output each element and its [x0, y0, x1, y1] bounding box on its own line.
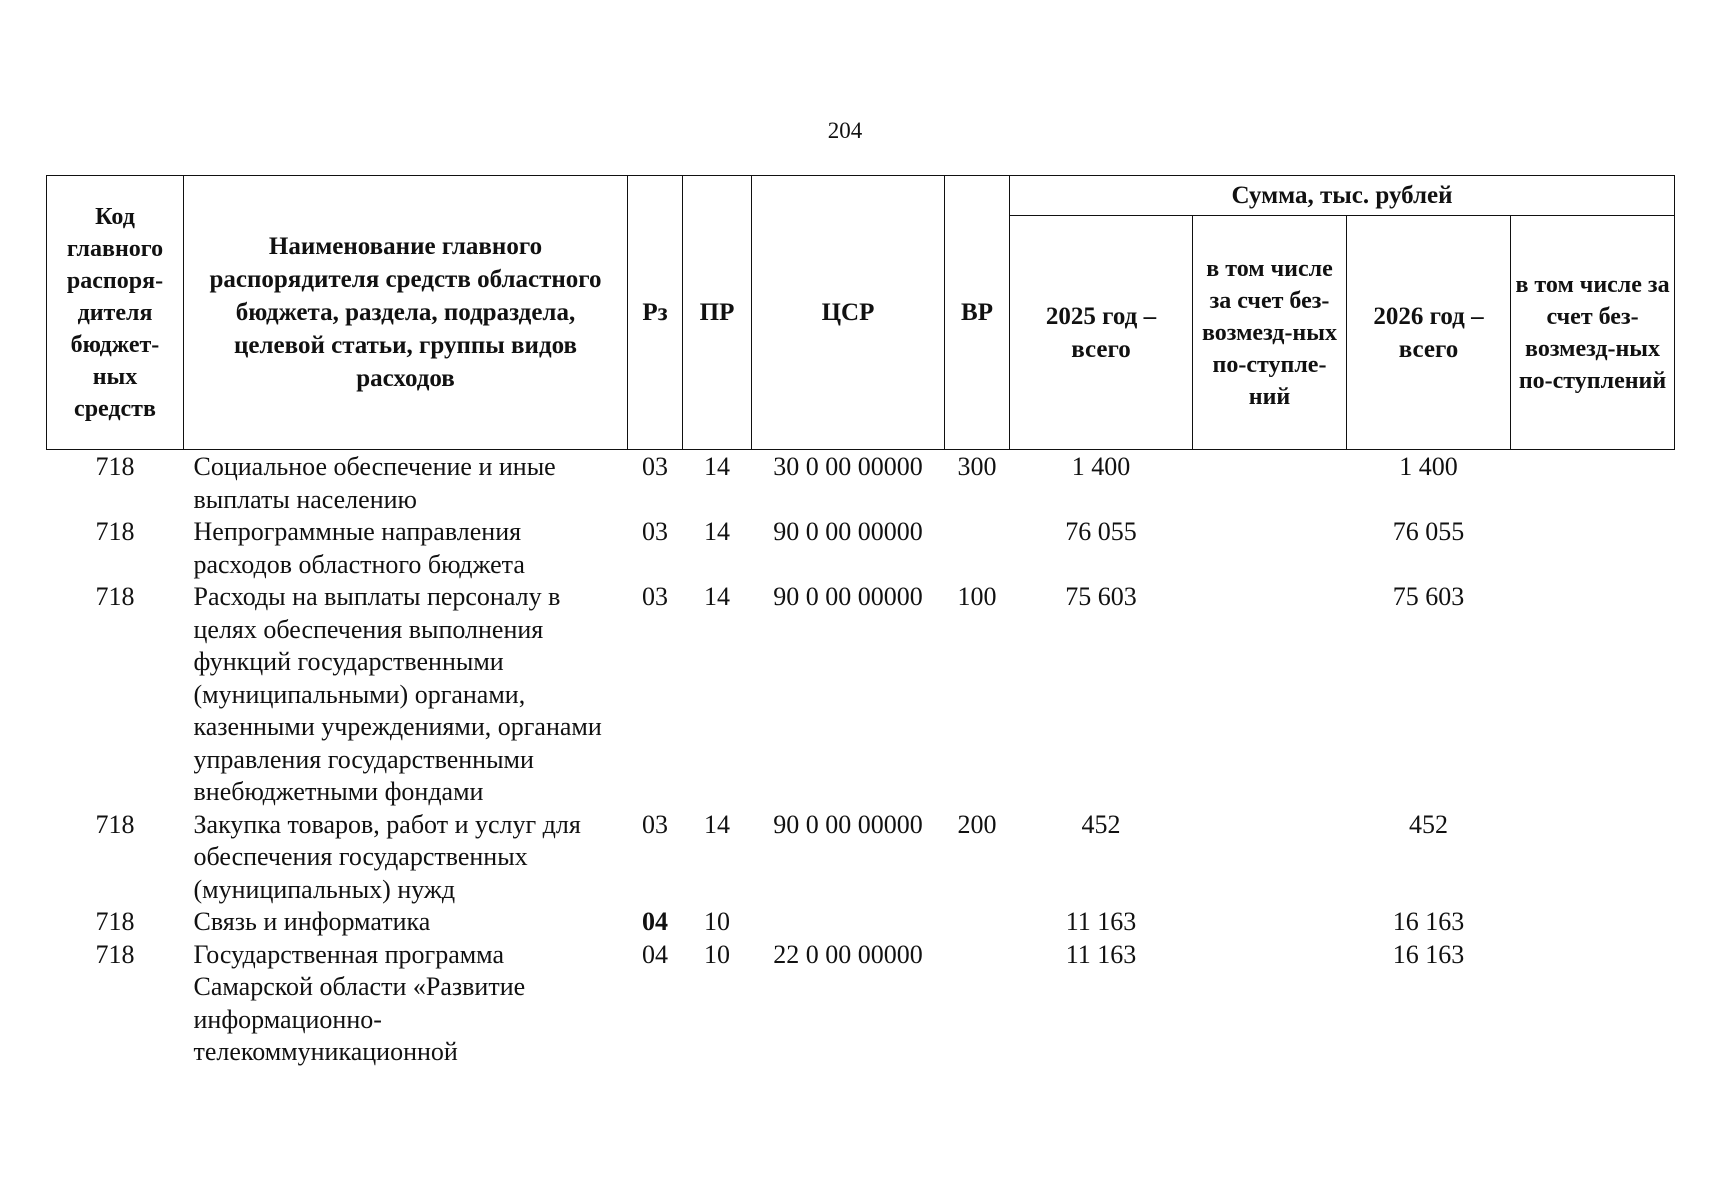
cell-csr: 22 0 00 00000	[773, 939, 923, 969]
cell-csr: 90 0 00 00000	[773, 517, 923, 546]
header-2026-total: 2026 год – всего	[1347, 216, 1511, 450]
table-row	[47, 581, 1675, 809]
table-row	[47, 450, 1675, 517]
cell-2026-grants	[1511, 809, 1675, 907]
cell-rz: 03	[642, 582, 668, 611]
cell-2025-grants	[1193, 516, 1347, 581]
cell-2026-grants	[1511, 581, 1675, 809]
header-code: Код главного распоря-дителя бюджет-ных средств	[47, 176, 184, 450]
header-sum-group: Сумма, тыс. рублей	[1010, 176, 1675, 216]
cell-2026-total: 76 055	[1392, 517, 1465, 546]
cell-2025-total: 11 163	[1065, 907, 1137, 936]
cell-name: Закупка товаров, работ и услуг для обеспечения государственных (муниципальных) нужд	[193, 809, 581, 904]
cell-2026-grants	[1511, 450, 1675, 517]
cell-2026-grants	[1511, 516, 1675, 581]
cell-code: 718	[95, 582, 135, 611]
cell-vr	[945, 939, 1010, 1069]
cell-rz: 03	[642, 452, 668, 481]
cell-csr	[752, 906, 945, 939]
cell-pr: 14	[704, 582, 730, 611]
cell-code: 718	[95, 809, 135, 839]
table-row	[47, 516, 1675, 581]
header-pr: ПР	[683, 176, 752, 450]
cell-rz: 03	[642, 809, 668, 839]
cell-vr	[945, 906, 1010, 939]
cell-pr: 14	[704, 452, 730, 481]
header-csr: ЦСР	[752, 176, 945, 450]
cell-name: Государственная программа Самарской области «Развитие информационно-телекоммуникационной	[193, 939, 526, 1066]
cell-2025-total: 11 163	[1065, 939, 1137, 969]
header-2026-grants: в том числе за счет без-возмезд-ных по-ступлений	[1511, 216, 1675, 450]
cell-pr: 10	[704, 907, 730, 936]
header-vr: ВР	[945, 176, 1010, 450]
cell-2026-total: 16 163	[1392, 939, 1465, 969]
cell-code: 718	[95, 517, 135, 546]
cell-csr: 30 0 00 00000	[773, 452, 923, 481]
cell-csr: 90 0 00 00000	[773, 809, 923, 839]
cell-pr: 14	[704, 517, 730, 546]
header-name: Наименование главного распорядителя средств областного бюджета, раздела, подраздела, целевой статьи, группы видов расходов	[184, 176, 628, 450]
header-2025-grants: в том числе за счет без-возмезд-ных по-ступле-ний	[1193, 216, 1347, 450]
cell-name: Социальное обеспечение и иные выплаты населению	[193, 452, 556, 514]
table-row	[47, 809, 1675, 907]
cell-code: 718	[95, 939, 135, 969]
header-rz: Рз	[628, 176, 683, 450]
cell-2025-grants	[1193, 809, 1347, 907]
cell-2025-grants	[1193, 450, 1347, 517]
cell-2026-total: 452	[1409, 809, 1448, 839]
cell-2026-total: 1 400	[1399, 452, 1458, 481]
cell-2026-total: 75 603	[1392, 582, 1465, 611]
cell-2026-grants	[1511, 939, 1675, 1069]
budget-table	[46, 175, 1675, 1069]
cell-2025-total: 76 055	[1065, 517, 1137, 546]
cell-2025-total: 1 400	[1071, 452, 1131, 481]
page-number: 204	[827, 118, 863, 143]
cell-pr: 14	[704, 809, 730, 839]
table-row	[47, 906, 1675, 939]
cell-code: 718	[95, 452, 135, 481]
cell-csr: 90 0 00 00000	[773, 582, 923, 611]
cell-2025-grants	[1193, 939, 1347, 1069]
cell-vr	[945, 516, 1010, 581]
cell-name: Непрограммные направления расходов областного бюджета	[193, 517, 525, 579]
cell-vr: 200	[957, 809, 997, 839]
cell-vr: 100	[957, 582, 997, 611]
cell-name: Расходы на выплаты персоналу в целях обеспечения выполнения функций государственными (муниципальными) органами, казенными учреждениями, органами управления государственными внебюджетными фондами	[193, 582, 602, 806]
cell-vr: 300	[957, 452, 997, 481]
cell-2025-grants	[1193, 581, 1347, 809]
cell-2026-total: 16 163	[1392, 907, 1465, 936]
cell-rz: 04	[642, 939, 668, 969]
cell-2025-total: 75 603	[1065, 582, 1137, 611]
cell-rz: 03	[642, 517, 668, 546]
cell-2025-grants	[1193, 906, 1347, 939]
cell-2025-total: 452	[1081, 809, 1121, 839]
cell-pr: 10	[704, 939, 730, 969]
cell-name: Связь и информатика	[193, 907, 431, 936]
header-2025-total: 2025 год – всего	[1010, 216, 1193, 450]
cell-2026-grants	[1511, 906, 1675, 939]
table-row	[47, 939, 1675, 1069]
cell-code: 718	[95, 907, 135, 936]
cell-rz: 04	[642, 907, 668, 936]
